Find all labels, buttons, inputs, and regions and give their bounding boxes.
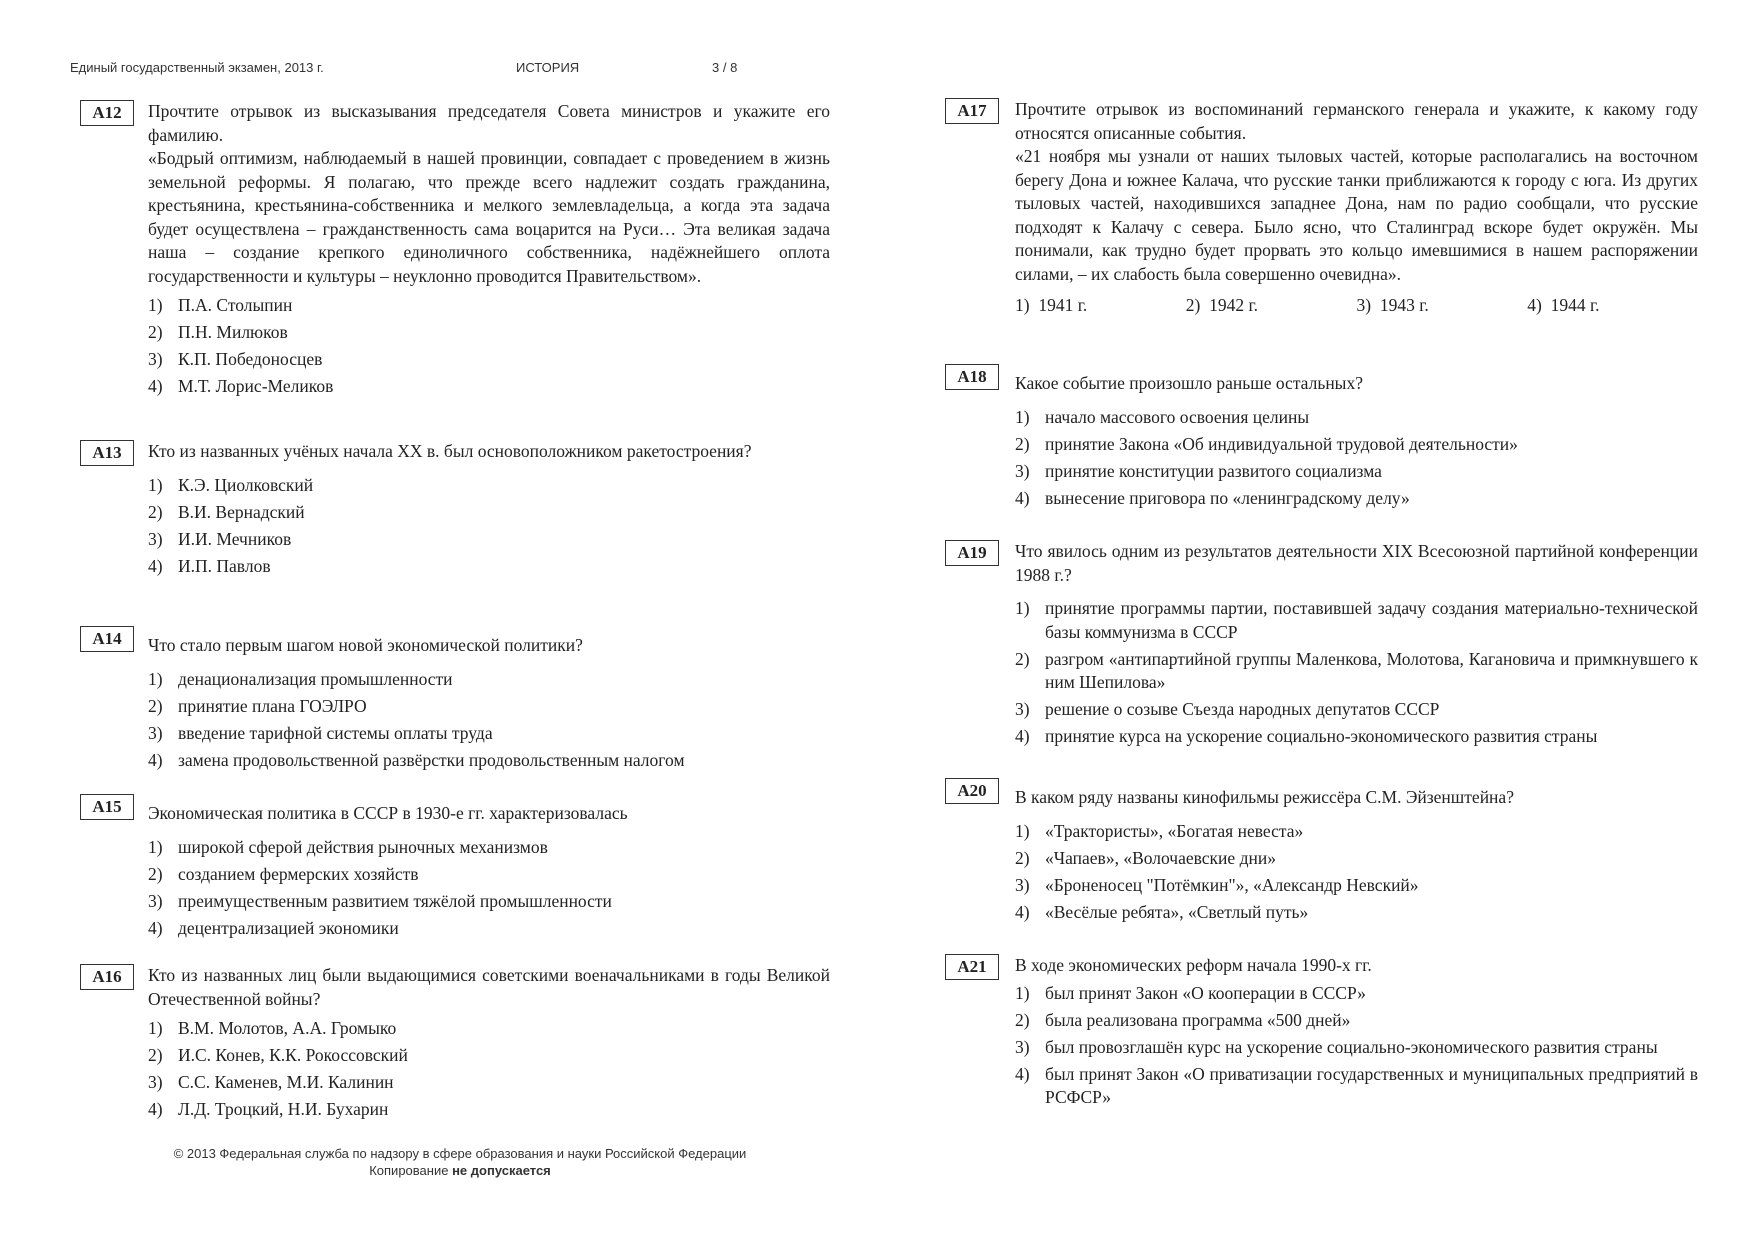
answer-option[interactable]: 2) принятие плана ГОЭЛРО xyxy=(148,695,367,716)
answer-option[interactable]: 2) разгром «антипартийной группы Маленкова, Молотова, Кагановича и примкнувшего к ним Шепилова» xyxy=(1015,648,1698,692)
question-text: Экономическая политика в СССР в 1930-е гг. характеризовалась xyxy=(148,803,628,823)
answer-option[interactable]: 2) «Чапаев», «Волочаевские дни» xyxy=(1015,847,1276,868)
page-number: 3 / 8 xyxy=(712,60,738,75)
right-column xyxy=(945,0,1705,1239)
answer-option[interactable]: 4) замена продовольственной развёрстки продовольственным налогом xyxy=(148,749,685,770)
answer-option[interactable]: 4) Л.Д. Троцкий, Н.И. Бухарин xyxy=(148,1099,389,1119)
answer-option[interactable]: 3) «Броненосец "Потёмкин"», «Александр Невский» xyxy=(1015,874,1419,895)
answer-option[interactable]: 1) был принят Закон «О кооперации в СССР» xyxy=(1015,982,1366,1003)
question-label: A21 xyxy=(945,954,999,980)
answer-option[interactable]: 4) децентрализацией экономики xyxy=(148,917,399,938)
answer-option[interactable]: 4) был принят Закон «О приватизации государственных и муниципальных предприятий в РСФСР» xyxy=(1015,1063,1698,1107)
question-text: Кто из названных учёных начала XX в. был основоположником ракетостроения? xyxy=(148,441,752,461)
answer-option[interactable]: 2) П.Н. Милюков xyxy=(148,322,288,342)
question-text: В ходе экономических реформ начала 1990-х гг. xyxy=(1015,955,1372,975)
answer-option[interactable]: 1) П.А. Столыпин xyxy=(148,295,293,315)
answer-option[interactable]: 1) денационализация промышленности xyxy=(148,668,453,689)
question-label: A14 xyxy=(80,626,134,652)
answer-option[interactable]: 3) 1943 г. xyxy=(1356,295,1429,315)
question-text: Кто из названных лиц были выдающимися советскими военачальниками в годы Великой Отечественной войны? xyxy=(148,965,830,1009)
question-label: A16 xyxy=(80,964,134,990)
question-text: Прочтите отрывок из высказывания председателя Совета министров и укажите его фамилию. xyxy=(148,101,830,145)
answer-option[interactable]: 4) «Весёлые ребята», «Светлый путь» xyxy=(1015,901,1309,922)
answer-option[interactable]: 4) И.П. Павлов xyxy=(148,555,271,576)
answer-option[interactable]: 3) принятие конституции развитого социализма xyxy=(1015,460,1382,481)
answer-option[interactable]: 1) начало массового освоения целины xyxy=(1015,406,1310,427)
answer-options xyxy=(148,668,830,773)
left-column xyxy=(80,0,830,1239)
answer-option[interactable]: 3) И.И. Мечников xyxy=(148,528,292,549)
question-quote: «21 ноября мы узнали от наших тыловых частей, которые располагались на восточном берегу Дона и южнее Калача, что русские танки приближаются к городу с юга. Из других тыловых частей, находившихся западнее Дона, нам по радио сообщали, что русские подходят к Калачу с севера. Было ясно, что Сталинград вскоре будет окружён. Мы понимали, как трудно будет прорвать это кольцо имевшимися в нашем распоряжении силами, – их слабость была совершенно очевидна». xyxy=(1015,146,1698,284)
question-text: В каком ряду названы кинофильмы режиссёра С.М. Эйзенштейна? xyxy=(1015,787,1514,807)
answer-options xyxy=(1015,294,1698,318)
exam-title: Единый государственный экзамен, 2013 г. xyxy=(70,60,324,75)
question-text: Какое событие произошло раньше остальных? xyxy=(1015,373,1363,393)
answer-options xyxy=(148,474,830,579)
answer-options xyxy=(1015,406,1698,511)
question-label: A17 xyxy=(945,98,999,124)
answer-option[interactable]: 3) преимущественным развитием тяжёлой промышленности xyxy=(148,890,612,911)
answer-option[interactable]: 4) М.Т. Лорис-Меликов xyxy=(148,376,334,396)
answer-option[interactable]: 1) «Трактористы», «Богатая невеста» xyxy=(1015,820,1304,841)
answer-option[interactable]: 3) К.П. Победоносцев xyxy=(148,349,323,369)
answer-option[interactable]: 4) 1944 г. xyxy=(1527,295,1600,315)
copy-restriction: Копирование не допускается xyxy=(369,1163,551,1178)
answer-options xyxy=(1015,982,1698,1110)
answer-option[interactable]: 3) введение тарифной системы оплаты труда xyxy=(148,722,493,743)
question-text: Прочтите отрывок из воспоминаний германского генерала и укажите, к какому году относятся описанные события. xyxy=(1015,99,1698,143)
answer-option[interactable]: 1) принятие программы партии, поставившей задачу создания материально-технической базы коммунизма в СССР xyxy=(1015,598,1698,642)
answer-option[interactable]: 2) была реализована программа «500 дней» xyxy=(1015,1009,1351,1030)
question-label: A12 xyxy=(80,100,134,126)
answer-options xyxy=(148,836,830,941)
subject-title: ИСТОРИЯ xyxy=(516,60,580,75)
question-label: A13 xyxy=(80,440,134,466)
copyright-notice: © 2013 Федеральная служба по надзору в сфере образования и науки Российской Федерации xyxy=(173,1146,747,1161)
question-label: A19 xyxy=(945,540,999,566)
answer-option[interactable]: 3) был провозглашён курс на ускорение социально-экономического развития страны xyxy=(1015,1036,1658,1057)
question-text: Что стало первым шагом новой экономической политики? xyxy=(148,635,583,655)
answer-option[interactable]: 3) решение о созыве Съезда народных депутатов СССР xyxy=(1015,699,1440,719)
question-quote: «Бодрый оптимизм, наблюдаемый в нашей провинции, совпадает с проведением в жизнь земельной реформы. Я полагаю, что прежде всего надлежит создать гражданина, крестьянина, крестьянина-собственника и мелкого землевладельца, а когда эта задача будет осуществлена – гражданственность сама воцарится на Руси… Эта великая задача наша – создание крепкого единоличного собственника, надёжнейшего оплота государственности и культуры – неуклонно проводится Правительством». xyxy=(148,148,830,286)
answer-option[interactable]: 4) вынесение приговора по «ленинградскому делу» xyxy=(1015,487,1410,508)
answer-option[interactable]: 2) созданием фермерских хозяйств xyxy=(148,863,419,884)
answer-option[interactable]: 2) В.И. Вернадский xyxy=(148,501,305,522)
answer-option[interactable]: 4) принятие курса на ускорение социально-экономического развития страны xyxy=(1015,726,1598,746)
answer-option[interactable]: 1) 1941 г. xyxy=(1015,295,1088,315)
page-footer xyxy=(80,1145,840,1179)
question-label: A20 xyxy=(945,778,999,804)
answer-option[interactable]: 1) К.Э. Циолковский xyxy=(148,474,314,495)
answer-option[interactable]: 2) принятие Закона «Об индивидуальной трудовой деятельности» xyxy=(1015,433,1518,454)
answer-options xyxy=(148,294,830,399)
answer-option[interactable]: 2) И.С. Конев, К.К. Рокоссовский xyxy=(148,1045,408,1065)
question-text: Что явилось одним из результатов деятельности XIX Всесоюзной партийной конференции 1988 г.? xyxy=(1015,541,1698,585)
question-label: A15 xyxy=(80,794,134,820)
answer-option[interactable]: 1) широкой сферой действия рыночных механизмов xyxy=(148,836,548,857)
answer-options xyxy=(1015,820,1698,925)
answer-option[interactable]: 3) С.С. Каменев, М.И. Калинин xyxy=(148,1072,394,1092)
question-label: A18 xyxy=(945,364,999,390)
answer-option[interactable]: 1) В.М. Молотов, А.А. Громыко xyxy=(148,1018,397,1038)
answer-option[interactable]: 2) 1942 г. xyxy=(1185,295,1259,315)
answer-options xyxy=(1015,597,1698,749)
answer-options xyxy=(148,1017,830,1122)
